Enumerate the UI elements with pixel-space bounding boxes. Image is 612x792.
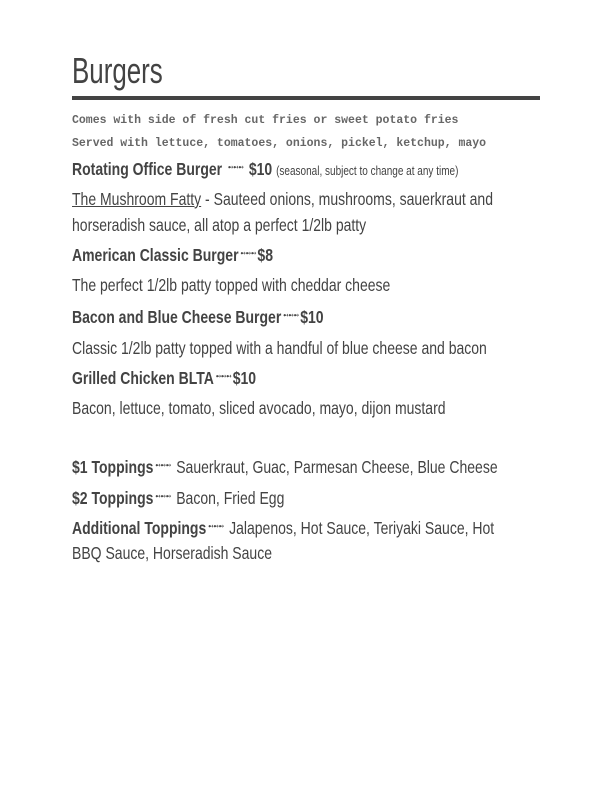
- item-description-continued: horseradish sauce, all atop a perfect 1/2lb patty: [72, 215, 367, 235]
- item-note: (seasonal, subject to change at any time): [276, 164, 459, 178]
- menu-item-mushroom-fatty: [72, 189, 493, 210]
- item-name: The Mushroom Fatty: [72, 189, 202, 209]
- item-description: - Sauteed onions, mushrooms, sauerkraut and: [201, 189, 493, 209]
- toppings-included-note: Served with lettuce, tomatoes, onions, pickel, ketchup, mayo: [72, 137, 487, 150]
- item-name: Bacon and Blue Cheese Burger: [72, 307, 282, 327]
- arrow-icon: ➻➻➻: [240, 249, 256, 260]
- toppings-1-dollar: [72, 457, 498, 478]
- sides-note: Comes with side of fresh cut fries or sweet potato fries: [72, 114, 459, 127]
- item-name: Grilled Chicken BLTA: [72, 368, 214, 388]
- item-price: $10: [300, 307, 324, 327]
- item-price: $8: [257, 245, 273, 265]
- toppings-label: $2 Toppings: [72, 488, 154, 508]
- toppings-2-dollar: [72, 488, 284, 509]
- toppings-list: Bacon, Fried Egg: [176, 488, 285, 508]
- arrow-icon: ➻➻➻: [282, 311, 299, 322]
- arrow-icon: ➻➻➻: [207, 522, 224, 533]
- title-divider: [72, 96, 540, 100]
- arrow-icon: ➻➻➻: [155, 492, 171, 503]
- toppings-additional: [72, 518, 494, 539]
- arrow-icon: ➻➻➻: [155, 461, 171, 472]
- item-price: $10: [232, 368, 257, 388]
- arrow-icon: ➻➻➻: [227, 163, 244, 174]
- arrow-icon: ➻➻➻: [215, 372, 232, 383]
- menu-item-american-classic-burger: [72, 245, 273, 266]
- toppings-list-continued: BBQ Sauce, Horseradish Sauce: [72, 543, 272, 563]
- menu-item-rotating-office-burger: [72, 159, 458, 180]
- item-price: $10: [248, 159, 273, 179]
- toppings-label: $1 Toppings: [72, 457, 154, 477]
- item-description: Classic 1/2lb patty topped with a handful of blue cheese and bacon: [72, 338, 487, 358]
- menu-item-bacon-blue-cheese-burger: [72, 307, 324, 328]
- toppings-label: Additional Toppings: [72, 518, 207, 538]
- page-title: Burgers: [72, 50, 163, 91]
- item-description: The perfect 1/2lb patty topped with cheddar cheese: [72, 275, 391, 295]
- menu-item-grilled-chicken-blta: [72, 368, 256, 389]
- item-name: Rotating Office Burger: [72, 159, 223, 179]
- item-name: American Classic Burger: [72, 245, 239, 265]
- item-description: Bacon, lettuce, tomato, sliced avocado, mayo, dijon mustard: [72, 398, 446, 418]
- toppings-list: Sauerkraut, Guac, Parmesan Cheese, Blue Cheese: [176, 457, 498, 477]
- toppings-list: Jalapenos, Hot Sauce, Teriyaki Sauce, Hot: [229, 518, 495, 538]
